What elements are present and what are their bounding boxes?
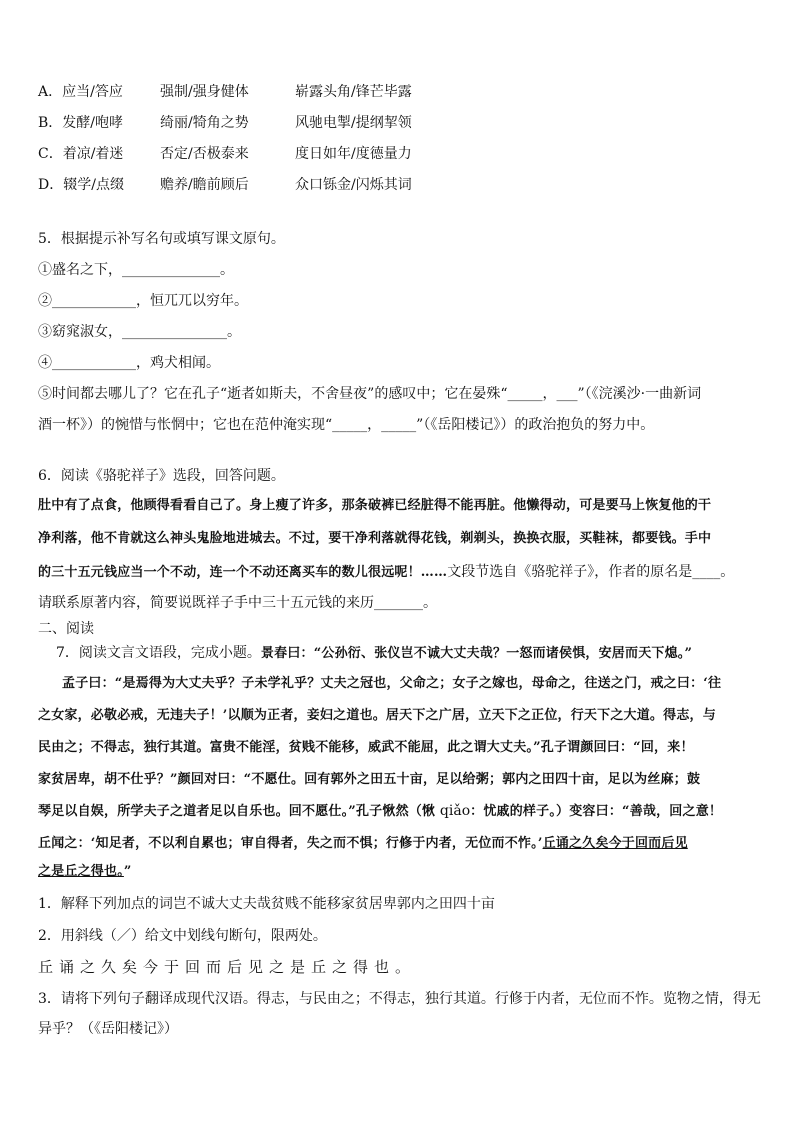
option-c-word2: 否定/否极泰来 <box>160 146 249 162</box>
q5-line-4: ④____________，鸡犬相闻。 <box>38 355 220 371</box>
q7-passage-line-7 <box>38 833 688 854</box>
q6-passage-text: 的三十五元钱应当一个不动，连一个不动还离买车的数儿很远呢！…… <box>38 565 448 580</box>
q5-line-2: ②____________，恒兀兀以穷年。 <box>38 293 248 309</box>
q7-passage-line-7-text: 丘闻之：‘知足者，不以利自累也；审自得者，失之而不惧；行修于内者，无位而不怍。’ <box>38 836 543 851</box>
q6-title: 6．阅读《骆驼祥子》选段，回答问题。 <box>38 468 285 484</box>
q5-line-1: ①盛名之下，______________。 <box>38 262 234 278</box>
option-a-word3: 崭露头角/锋芒毕露 <box>295 84 412 100</box>
option-d-label: D．辍学/点缀 <box>38 177 124 193</box>
q6-question-author: 文段节选自《骆驼祥子》，作者的原名是____。 <box>447 564 735 580</box>
option-a-word2: 强制/强身健体 <box>160 84 249 100</box>
q6-question-money: 请联系原著内容，简要说既祥子手中三十五元钱的来历_______。 <box>38 595 437 611</box>
q6-passage-line-1: 肚中有了点食，他顾得看看自己了。身上瘦了许多，那条破裤已经脏得不能再脏。他懒得动，可是要马上恢复他的干 <box>38 498 712 513</box>
q7-passage-line-6 <box>38 801 722 822</box>
q7-closing-quote: ” <box>123 864 132 879</box>
option-d-word2: 赡养/瞻前顾后 <box>160 177 249 193</box>
option-c-word3: 度日如年/度德量力 <box>295 146 412 162</box>
q7-pinyin-qiao: qiǎo <box>439 803 471 819</box>
option-a-label: A．应当/答应 <box>38 84 123 100</box>
q5-line-5b: 酒一杯》）的惋惜与怅惘中；它也在范仲淹实现“_____，_____”（《岳阳楼记》）的政治抱负的努力中。 <box>38 417 655 433</box>
q5-title: 5．根据提示补写名句或填写课文原句。 <box>38 231 285 247</box>
q7-passage-line-8 <box>38 861 132 882</box>
q7-passage-opening: 景春曰：“公孙衍、张仪岂不诚大丈夫哉？一怒而诸侯惧，安居而天下熄。” <box>260 646 693 661</box>
q7-title-row <box>56 643 692 664</box>
q7-passage-line-6-text: 琴足以自娱，所学夫子之道者足以自乐也。回不愿仕。”孔子愀然（愀 <box>38 804 440 819</box>
q6-passage-line-3 <box>38 562 734 583</box>
q7-passage-line-4: 民由之；不得志，独行其道。富贵不能淫，贫贱不能移，威武不能屈，此之谓大丈夫。”孔子谓颜回曰：“回，来！ <box>38 740 694 755</box>
sub-question-2-sentence: 丘诵之久矣今于回而后见之是丘之得也。 <box>38 958 417 976</box>
option-c-label: C．着凉/着迷 <box>38 146 124 162</box>
q5-line-5a: ⑤时间都去哪儿了？它在孔子“逝者如斯夫，不舍昼夜”的感叹中；它在晏殊“_____，___”（《浣溪沙·一曲新词 <box>38 386 702 402</box>
q7-passage-line-5: 家贫居卑，胡不仕乎？”颜回对曰：“不愿仕。回有郭外之田五十亩，足以给粥；郭内之田四十亩，足以为丝麻；鼓 <box>38 772 701 787</box>
q7-title: 7．阅读文言文语段，完成小题。 <box>56 645 261 661</box>
q7-passage-line-6-end: ：忧戚的样子。）变容曰：“善哉，回之意！ <box>470 804 723 819</box>
sub-question-3-line-2: 异乎？（《岳阳楼记》） <box>38 1021 178 1037</box>
option-b-label: B．发酵/咆哮 <box>38 115 124 131</box>
q7-passage-line-2: 孟子曰：“是焉得为大丈夫乎？子未学礼乎？丈夫之冠也，父命之；女子之嫁也，母命之，往送之门，戒之曰：‘往 <box>62 676 722 691</box>
q7-passage-line-3: 之女家，必敬必戒，无违夫子！’以顺为正者，妾妇之道也。居天下之广居，立天下之正位，行天下之大道。得志，与 <box>38 708 716 723</box>
q5-line-3: ③窈窕淑女，_______________。 <box>38 324 241 340</box>
option-d-word3: 众口铄金/闪烁其词 <box>295 177 412 193</box>
sub-question-1: 1．解释下列加点的词岂不诚大丈夫哉贫贱不能移家贫居卑郭内之田四十亩 <box>38 896 495 912</box>
q7-underlined-sentence-end: 之是丘之得也。 <box>38 864 124 879</box>
q7-underlined-sentence-start: 丘诵之久矣今于回而后见 <box>542 836 688 851</box>
option-b-word2: 绮丽/犄角之势 <box>160 115 249 131</box>
section-2-heading: 二、阅读 <box>38 621 94 637</box>
sub-question-3-line-1: 3．请将下列句子翻译成现代汉语。得志，与民由之；不得志，独行其道。行修于内者，无位而不怍。览物之情，得无 <box>38 991 761 1007</box>
sub-question-2: 2．用斜线（／）给文中划线句断句，限两处。 <box>38 928 327 944</box>
q6-passage-line-2: 净利落，他不肯就这么神头鬼脸地进城去。不过，要干净利落就得花钱，剃剃头，换换衣服，买鞋袜，都要钱。手中 <box>38 531 712 546</box>
option-b-word3: 风驰电掣/提纲挈领 <box>295 115 412 131</box>
